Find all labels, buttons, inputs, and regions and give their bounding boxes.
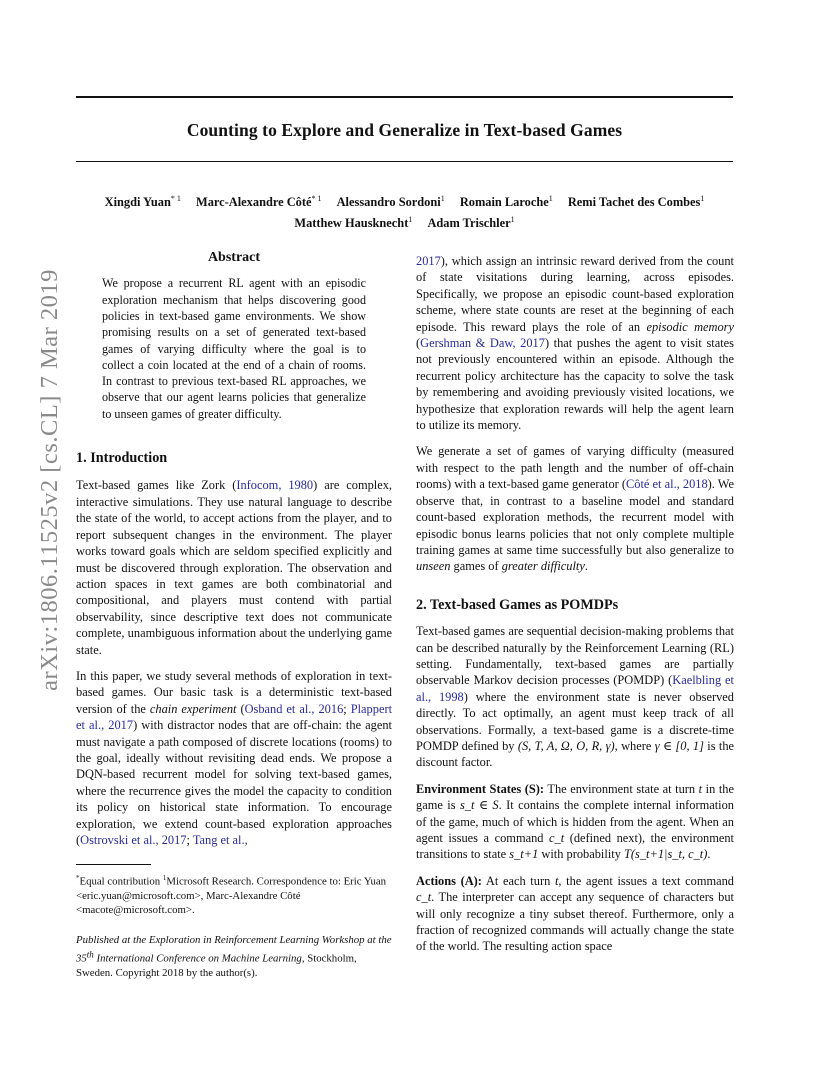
- author-affiliation-mark: 1: [700, 194, 705, 203]
- author: [337, 195, 445, 209]
- math-expression: t: [698, 781, 703, 796]
- footnote-rule: [76, 864, 151, 865]
- author-list: [76, 190, 733, 232]
- text-run: games of: [450, 559, 502, 574]
- text-run: Stockholm, Sweden. Copyright 2018 by the author(s).: [76, 952, 357, 980]
- arxiv-identifier-stamp: arXiv:1806.11525v2 [cs.CL] 7 Mar 2019: [36, 269, 63, 691]
- citation-link[interactable]: Gershman & Daw, 2017: [420, 336, 545, 351]
- right-column: [416, 253, 734, 965]
- section-heading-introduction: 1. Introduction: [76, 450, 168, 467]
- section-heading-pomdps: 2. Text-based Games as POMDPs: [416, 596, 619, 613]
- author: [294, 216, 412, 230]
- text-run: The environment state at turn: [544, 781, 699, 796]
- citation-link[interactable]: 2017: [416, 254, 441, 268]
- text-run: Text-based games are sequential decision-making problems that can be described naturally by the Reinforcement Learning (RL) setting. Fundamentally, text-based games are partially observable Markov decision processes (POMDP) (: [416, 624, 734, 688]
- text-run: .: [707, 847, 711, 862]
- citation-link[interactable]: Ostrovski et al., 2017: [80, 833, 187, 848]
- math-expression: c_t: [549, 831, 565, 845]
- author-affiliation-mark: 1: [510, 215, 515, 225]
- author-affiliation-mark: * 1: [170, 194, 181, 203]
- text-run: .: [584, 559, 588, 574]
- text-run: (: [416, 336, 421, 351]
- math-expression: T(s_t+1|s_t, c_t): [624, 847, 708, 862]
- emphasis: greater difficulty: [501, 559, 585, 574]
- math-expression: (S, T, A, Ω, O, R, γ): [517, 738, 615, 753]
- author-affiliation-mark: * 1: [311, 194, 322, 203]
- text-run: is the discount factor.: [416, 738, 735, 770]
- text-run: ;: [343, 701, 351, 716]
- emphasis: episodic memory: [646, 319, 734, 334]
- abstract-text: We propose a recurrent RL agent with an episodic exploration mechanism that helps discovering good policies in text-based game environments. We show promising results on a set of generated text-based games of varying difficulty where the goal is to collect a coin located at the end of a chain of rooms. In contrast to previous text-based RL approaches, we observe that our agent learns policies that generalize to unseen games of greater difficulty.: [102, 276, 366, 421]
- author: [427, 216, 514, 230]
- text-run: Microsoft Research. Correspondence to: Eric Yuan <eric.yuan@microsoft.com>, Marc-Alexandre Côté <macote@microsoft.com>.: [76, 876, 387, 917]
- citation-link[interactable]: Tang et al.,: [192, 833, 248, 848]
- author-name: Xingdi Yuan: [104, 195, 171, 210]
- text-run: . It contains the complete internal information of the game, much of which is hidden from the agent. When an agent issues a command: [416, 798, 735, 845]
- text-run: ) where the environment state is never observed directly. To act optimally, an agent must keep track of all observations. Formally, a text-based game is a discrete-time POMDP defined by: [416, 689, 734, 753]
- title-rule-bottom: [76, 161, 733, 162]
- text-run: Equal contribution: [79, 876, 163, 889]
- math-expression: s_t ∈ S: [459, 798, 499, 813]
- text-run: , where: [614, 738, 655, 753]
- author-name: Romain Laroche: [459, 195, 549, 210]
- text-run: In this paper, we study several methods of exploration in text-based games. Our basic task is a deterministic text-based version of the: [76, 668, 392, 716]
- citation-link[interactable]: Côté et al., 2018: [626, 477, 708, 492]
- text-run: ) with distractor nodes that are off-chain: the agent must navigate a path composed of discrete locations (rooms) to the goal, ideally without revisiting dead ends. We propose a DQN-based recurrent model for solving text-based games, where the recurrence gives the model the capacity to condition its policy on historical state information. To encourage exploration, we extend count-based exploration approaches (: [76, 718, 392, 848]
- author-affiliation-mark: 1: [408, 215, 413, 225]
- author: [196, 195, 322, 209]
- text-run: ), which assign an intrinsic reward derived from the count of state visitations during learning, across episodes. Specifically, we propose an episodic count-based exploration scheme, where state counts are reset at the beginning of each episode. This reward plays the role of an: [416, 254, 734, 334]
- paragraph-label: Actions (A):: [416, 873, 482, 888]
- title-rule-top: [76, 96, 733, 98]
- text-run: (: [236, 701, 245, 716]
- footnote-mark: 1: [162, 874, 167, 883]
- text-run: ) that pushes the agent to visit states not previously encountered within an episode. Although the recurrent policy architecture has the capacity to solve the task by remembering and avoiding previously visited locations, we hypothesize that exploration rewards will help the agent learn to utilize its memory.: [416, 336, 734, 433]
- text-run: ). We observe that, in contrast to a baseline model and standard count-based exploration methods, the recurrent model with episodic bonus learns policies that not only complete multiple training games at same time successfully but also generalize to: [416, 477, 734, 557]
- author: [568, 195, 705, 209]
- text-run: Text-based games like Zork (: [76, 478, 237, 493]
- intro-paragraph-2: [76, 668, 392, 848]
- text-run: We generate a set of games of varying difficulty (measured with respect to the path length and the number of off-chain rooms) with a text-based game generator (: [416, 444, 734, 492]
- author-name: Alessandro Sordoni: [336, 195, 441, 210]
- text-run: Published at the Exploration in Reinforcement Learning Workshop at the 35: [76, 934, 392, 965]
- author-affiliation-mark: 1: [548, 194, 553, 203]
- math-expression: γ ∈ [0, 1]: [654, 738, 704, 753]
- author-name: Remi Tachet des Combes: [567, 195, 701, 210]
- paper-title: Counting to Explore and Generalize in Text-based Games: [186, 120, 623, 140]
- publication-note: [76, 933, 392, 980]
- paragraph-label: Environment States (S):: [416, 781, 545, 796]
- superscript: th: [86, 949, 94, 960]
- intro-paragraph-4: [416, 443, 734, 574]
- text-run: At each turn: [481, 873, 555, 888]
- abstract-heading: Abstract: [207, 250, 261, 265]
- author-name: Matthew Hausknecht: [294, 216, 409, 231]
- intro-paragraph-1: [76, 477, 392, 657]
- emphasis: unseen: [416, 559, 451, 574]
- author-name: Adam Trischler: [427, 216, 511, 231]
- author-name: Marc-Alexandre Côté: [196, 195, 312, 210]
- text-run: in the game is: [416, 781, 734, 813]
- emphasis: chain experiment: [149, 701, 237, 716]
- citation-link[interactable]: Osband et al., 2016: [244, 701, 344, 716]
- pomdp-paragraph-1: [416, 623, 734, 771]
- left-column: [76, 250, 392, 981]
- math-expression: t: [554, 873, 559, 888]
- text-run: , the agent issues a text command: [558, 873, 734, 888]
- text-run: . The interpreter can accept any sequence of characters but will only recognize a tiny subset thereof. Furthermore, only a fraction of recognized commands will actually change the state of the world. The resulting action space: [416, 890, 734, 954]
- text-run: International Conference on Machine Learning,: [93, 952, 305, 965]
- citation-link[interactable]: Plappert et al., 2017: [76, 701, 393, 733]
- intro-paragraph-3: [416, 253, 734, 433]
- text-run: (defined next), the environment transitions to state: [416, 831, 734, 862]
- footnote: [76, 871, 392, 917]
- author-affiliation-mark: 1: [440, 194, 445, 203]
- environment-states-paragraph: [416, 781, 734, 863]
- footnote-mark: *: [76, 874, 80, 883]
- actions-paragraph: [416, 873, 734, 955]
- citation-link[interactable]: Kaelbling et al., 1998: [416, 673, 734, 704]
- text-run: ;: [186, 833, 193, 848]
- math-expression: c_t: [416, 890, 432, 905]
- text-run: with probability: [538, 847, 624, 862]
- text-run: ) are complex, interactive simulations. They use natural language to describe the state of the world, to accept actions from the player, and to report subsequent changes in the environment. The player works toward goals which are seldom specified explicitly and must be discovered through exploration. The observation and action spaces in text games are both combinatorial and compositional, and players must contend with partial observability, since descriptive text does not communicate complete, unambiguous information about the underlying game state.: [76, 478, 393, 657]
- math-expression: s_t+1: [509, 847, 539, 862]
- citation-link[interactable]: Infocom, 1980: [236, 478, 314, 493]
- author: [105, 195, 181, 209]
- author: [460, 195, 553, 209]
